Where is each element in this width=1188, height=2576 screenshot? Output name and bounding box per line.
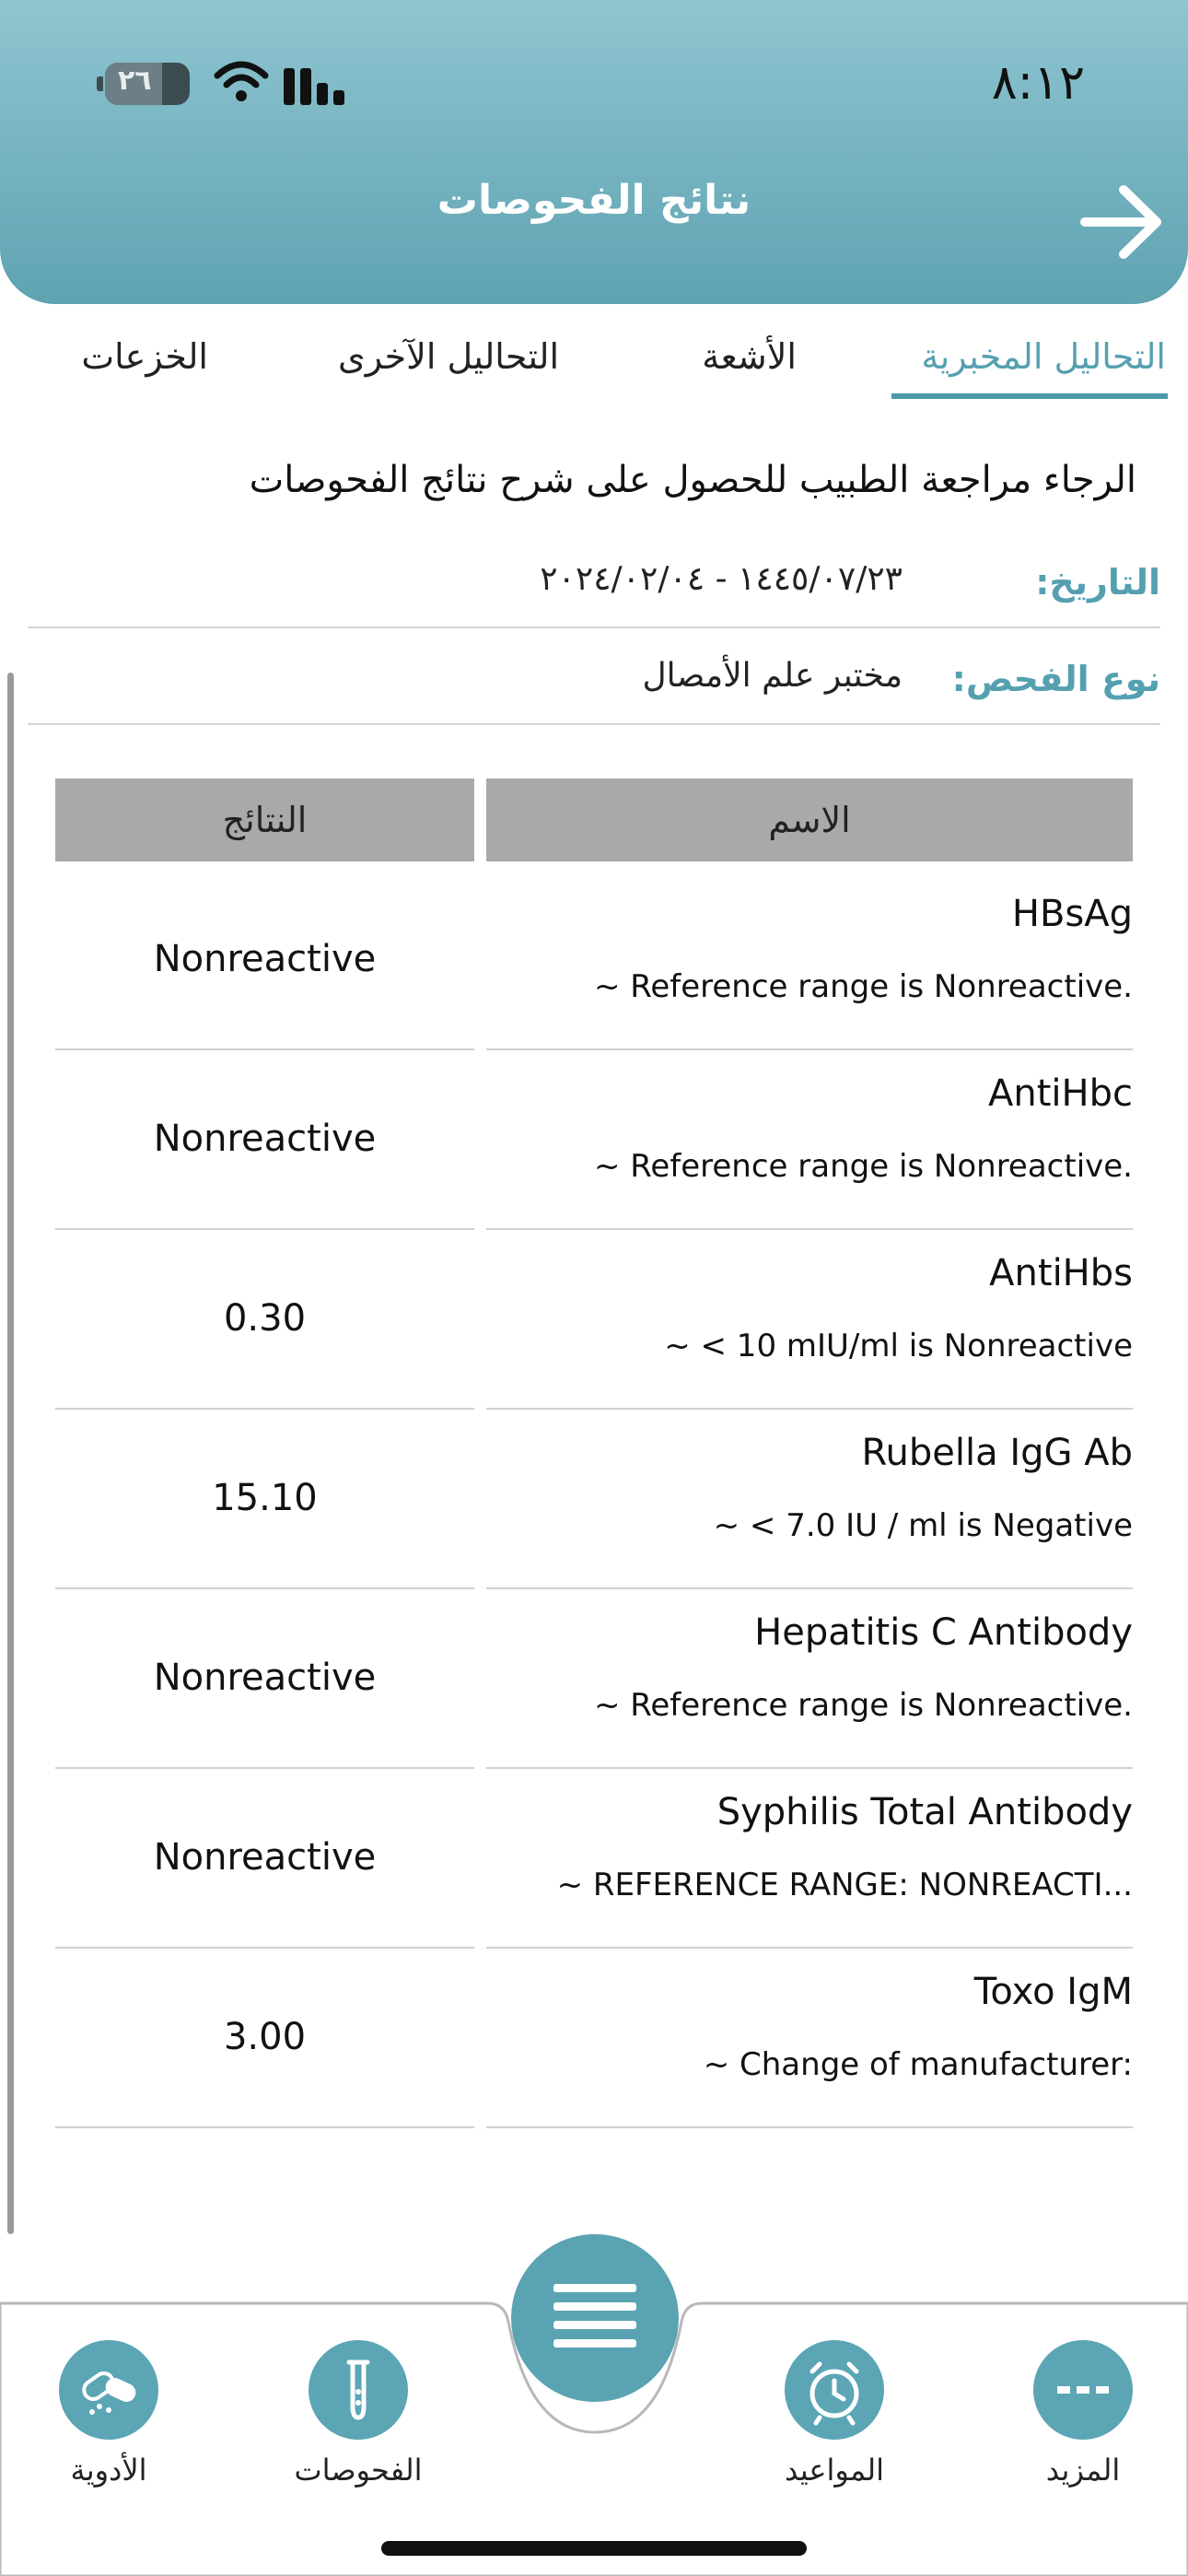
result-cell: 0.30 [55, 1230, 474, 1410]
test-reference: ~ Reference range is Nonreactive. [593, 1687, 1133, 1724]
tab-lab-tests[interactable]: التحاليل المخبرية [921, 336, 1166, 377]
test-reference: ~ Reference range is Nonreactive. [593, 1148, 1133, 1185]
wifi-icon [214, 59, 269, 105]
test-type-row [28, 631, 1160, 725]
results-column-header: النتائج [55, 779, 474, 861]
tab-radiology[interactable]: الأشعة [702, 336, 797, 377]
test-type-label: نوع الفحص: [951, 659, 1160, 699]
name-column-header: الاسم [486, 779, 1133, 861]
name-cell [486, 1410, 1133, 1589]
table-row[interactable] [0, 1949, 1188, 2128]
test-name: HBsAg [1011, 893, 1133, 935]
result-cell: Nonreactive [55, 871, 474, 1050]
tab-bar [0, 327, 1188, 401]
result-cell: 15.10 [55, 1410, 474, 1589]
table-row[interactable] [0, 1589, 1188, 1769]
nav-medications-label: الأدوية [70, 2453, 147, 2488]
name-cell [486, 871, 1133, 1050]
test-name: Hepatitis C Antibody [754, 1611, 1133, 1654]
test-reference: ~ Reference range is Nonreactive. [593, 968, 1133, 1005]
table-row[interactable] [0, 1769, 1188, 1949]
name-cell [486, 1589, 1133, 1769]
name-cell [486, 1769, 1133, 1949]
table-row[interactable] [0, 1050, 1188, 1230]
test-reference: ~ REFERENCE RANGE: NONREACTI... [556, 1867, 1133, 1903]
result-cell: Nonreactive [55, 1050, 474, 1230]
test-reference: ~ < 10 mIU/ml is Nonreactive [664, 1328, 1133, 1364]
name-cell [486, 1949, 1133, 2128]
nav-tests-label: الفحوصات [294, 2453, 423, 2488]
table-row[interactable] [0, 1230, 1188, 1410]
result-cell: Nonreactive [55, 1769, 474, 1949]
nav-appointments[interactable] [742, 2340, 926, 2488]
date-value: ١٤٤٥/٠٧/٢٣ - ٢٠٢٤/٠٢/٠٤ [540, 560, 903, 598]
result-cell: Nonreactive [55, 1589, 474, 1769]
date-label: التاريخ: [1035, 562, 1160, 603]
cellular-signal-icon [284, 61, 348, 105]
nav-appointments-label: المواعيد [784, 2453, 885, 2488]
date-row [28, 534, 1160, 628]
test-name: Syphilis Total Antibody [716, 1791, 1133, 1833]
alarm-clock-icon [785, 2340, 884, 2440]
nav-tests[interactable] [266, 2340, 450, 2488]
battery-icon [105, 63, 190, 105]
name-cell [486, 1230, 1133, 1410]
pills-icon [59, 2340, 158, 2440]
test-tube-icon [309, 2340, 408, 2440]
table-row[interactable] [0, 1410, 1188, 1589]
home-indicator[interactable] [381, 2541, 807, 2556]
back-arrow-icon[interactable] [1076, 181, 1168, 263]
more-dots-icon [1033, 2340, 1133, 2440]
status-time: ٨:١٢ [991, 55, 1085, 111]
test-type-value: مختبر علم الأمصال [642, 657, 903, 695]
main-menu-button[interactable] [511, 2234, 679, 2402]
test-reference: ~ Change of manufacturer: [703, 2046, 1133, 2083]
test-name: AntiHbs [989, 1252, 1133, 1294]
status-bar [0, 55, 1188, 120]
test-name: AntiHbc [988, 1072, 1133, 1115]
nav-medications[interactable] [17, 2340, 201, 2488]
nav-more-label: المزيد [1045, 2453, 1121, 2488]
test-reference: ~ < 7.0 IU / ml is Negative [713, 1507, 1133, 1544]
doctor-notice: الرجاء مراجعة الطبيب للحصول على شرح نتائج الفحوصات [249, 459, 1136, 501]
result-cell: 3.00 [55, 1949, 474, 2128]
battery-level: ٢٦ [118, 64, 152, 97]
name-cell [486, 1050, 1133, 1230]
tab-other-tests[interactable]: التحاليل الآخرى [337, 336, 559, 377]
table-row[interactable] [0, 871, 1188, 1050]
test-name: Rubella IgG Ab [861, 1432, 1133, 1474]
page-title: نتائج الفحوصات [437, 177, 751, 224]
header-bar [0, 0, 1188, 304]
active-tab-indicator [891, 393, 1168, 399]
nav-more[interactable] [991, 2340, 1175, 2488]
tab-biopsies[interactable]: الخزعات [81, 336, 208, 377]
test-name: Toxo IgM [973, 1971, 1133, 2013]
